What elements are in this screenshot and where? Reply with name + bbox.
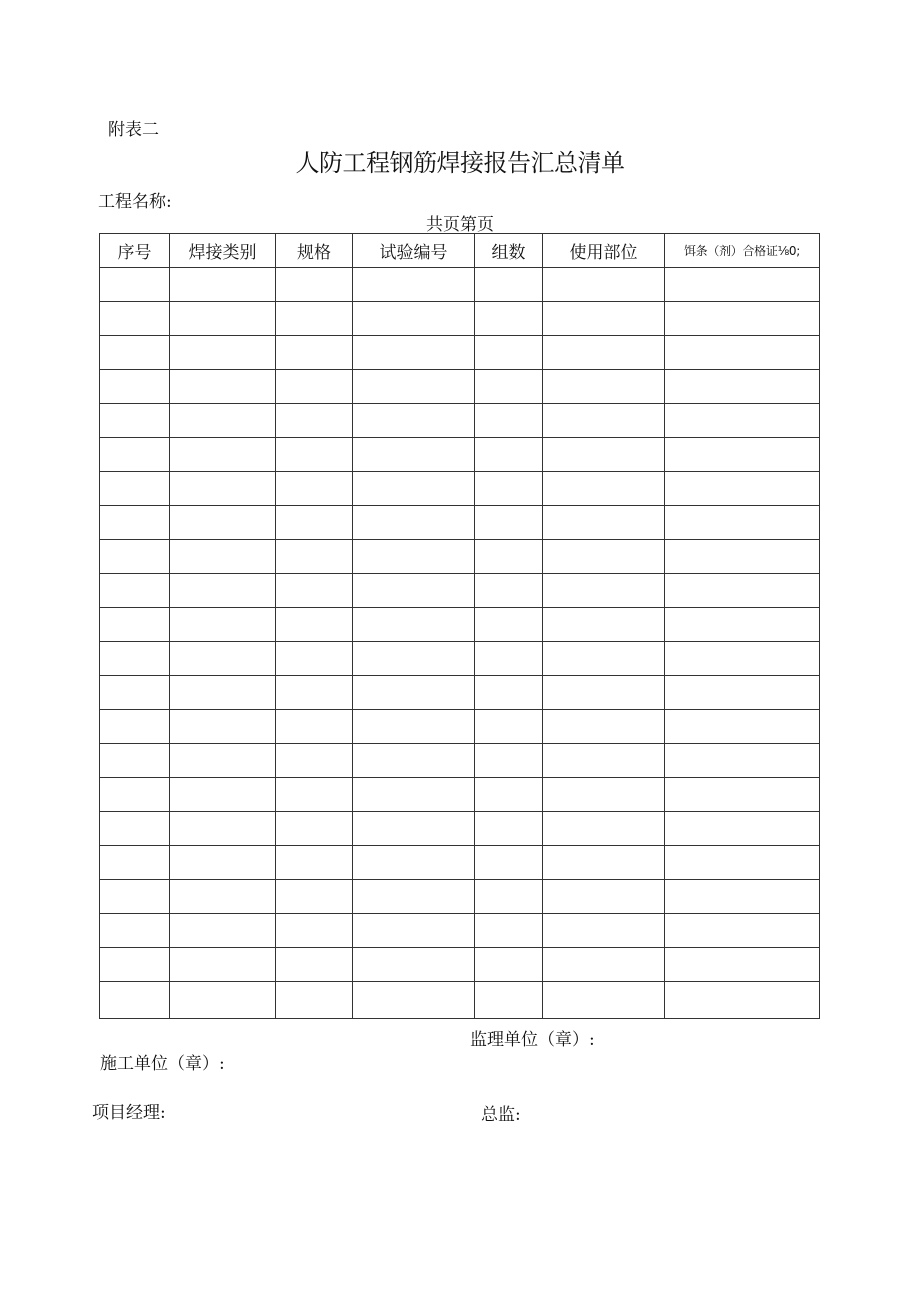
table-cell[interactable]: [353, 404, 475, 438]
table-cell[interactable]: [170, 404, 276, 438]
construction-unit-label: 施工单位（章）:: [100, 1054, 225, 1074]
table-cell[interactable]: [475, 744, 543, 778]
table-cell[interactable]: [100, 982, 170, 1019]
table-row: [100, 846, 820, 880]
table-cell[interactable]: [475, 982, 543, 1019]
table-cell[interactable]: [665, 404, 820, 438]
table-cell[interactable]: [100, 914, 170, 948]
table-cell[interactable]: [276, 370, 353, 404]
table-cell[interactable]: [276, 914, 353, 948]
table-cell[interactable]: [276, 506, 353, 540]
header-test-number: 试验编号: [353, 234, 475, 268]
table-cell[interactable]: [665, 540, 820, 574]
table-row: [100, 540, 820, 574]
table-cell[interactable]: [170, 914, 276, 948]
table-cell[interactable]: [475, 404, 543, 438]
table-cell[interactable]: [543, 846, 665, 880]
table-cell[interactable]: [170, 336, 276, 370]
table-cell[interactable]: [475, 336, 543, 370]
table-row: [100, 506, 820, 540]
table-cell[interactable]: [543, 812, 665, 846]
table-row: [100, 948, 820, 982]
table-cell[interactable]: [543, 268, 665, 302]
table-cell[interactable]: [100, 812, 170, 846]
table-cell[interactable]: [353, 880, 475, 914]
table-cell[interactable]: [543, 336, 665, 370]
table-row: [100, 302, 820, 336]
table-cell[interactable]: [665, 914, 820, 948]
table-cell[interactable]: [353, 710, 475, 744]
table-cell[interactable]: [665, 778, 820, 812]
table-cell[interactable]: [353, 982, 475, 1019]
table-cell[interactable]: [665, 880, 820, 914]
table-cell[interactable]: [100, 676, 170, 710]
table-cell[interactable]: [170, 642, 276, 676]
header-usage-location: 使用部位: [543, 234, 665, 268]
table-row: [100, 404, 820, 438]
table-cell[interactable]: [276, 880, 353, 914]
table-cell[interactable]: [170, 302, 276, 336]
table-cell[interactable]: [276, 268, 353, 302]
table-cell[interactable]: [170, 710, 276, 744]
table-cell[interactable]: [665, 642, 820, 676]
table-cell[interactable]: [543, 982, 665, 1019]
table-cell[interactable]: [543, 778, 665, 812]
table-cell[interactable]: [353, 472, 475, 506]
table-cell[interactable]: [353, 812, 475, 846]
table-cell[interactable]: [100, 370, 170, 404]
table-cell[interactable]: [475, 880, 543, 914]
table-cell[interactable]: [276, 812, 353, 846]
table-cell[interactable]: [353, 302, 475, 336]
table-cell[interactable]: [170, 574, 276, 608]
table-cell[interactable]: [475, 710, 543, 744]
table-cell[interactable]: [543, 506, 665, 540]
table-cell[interactable]: [276, 540, 353, 574]
table-cell[interactable]: [543, 438, 665, 472]
table-cell[interactable]: [665, 336, 820, 370]
table-cell[interactable]: [353, 676, 475, 710]
table-cell[interactable]: [665, 268, 820, 302]
header-certificate: 饵条（剂）合格证⅛0;: [665, 234, 820, 268]
table-cell[interactable]: [353, 846, 475, 880]
table-cell[interactable]: [170, 778, 276, 812]
table-cell[interactable]: [100, 472, 170, 506]
header-group-count: 组数: [475, 234, 543, 268]
table-cell[interactable]: [276, 744, 353, 778]
table-cell[interactable]: [100, 438, 170, 472]
table-row: [100, 982, 820, 1019]
table-cell[interactable]: [543, 608, 665, 642]
table-cell[interactable]: [543, 370, 665, 404]
table-cell[interactable]: [543, 676, 665, 710]
table-cell[interactable]: [276, 302, 353, 336]
project-name-label: 工程名称:: [98, 192, 172, 212]
table-row: [100, 438, 820, 472]
table-cell[interactable]: [170, 948, 276, 982]
table-row: [100, 812, 820, 846]
table-cell[interactable]: [170, 506, 276, 540]
welding-report-table: [99, 233, 820, 1019]
table-cell[interactable]: [353, 438, 475, 472]
table-cell[interactable]: [475, 642, 543, 676]
table-cell[interactable]: [665, 710, 820, 744]
table-cell[interactable]: [665, 846, 820, 880]
table-cell[interactable]: [170, 880, 276, 914]
table-cell[interactable]: [170, 472, 276, 506]
table-cell[interactable]: [276, 948, 353, 982]
table-cell[interactable]: [475, 540, 543, 574]
table-cell[interactable]: [665, 744, 820, 778]
table-row: [100, 642, 820, 676]
table-cell[interactable]: [353, 540, 475, 574]
table-row: [100, 676, 820, 710]
table-cell[interactable]: [276, 438, 353, 472]
page-info: 共页第页: [426, 215, 494, 235]
table-cell[interactable]: [170, 608, 276, 642]
table-cell[interactable]: [100, 302, 170, 336]
table-cell[interactable]: [353, 914, 475, 948]
table-cell[interactable]: [100, 540, 170, 574]
table-cell[interactable]: [276, 336, 353, 370]
table-row: [100, 880, 820, 914]
table-cell[interactable]: [475, 812, 543, 846]
table-cell[interactable]: [100, 948, 170, 982]
table-cell[interactable]: [475, 778, 543, 812]
table-cell[interactable]: [665, 676, 820, 710]
table-cell[interactable]: [475, 438, 543, 472]
table-cell[interactable]: [353, 642, 475, 676]
table-cell[interactable]: [543, 404, 665, 438]
table-cell[interactable]: [100, 846, 170, 880]
table-cell[interactable]: [665, 574, 820, 608]
project-manager-label: 项目经理:: [92, 1103, 166, 1123]
table-cell[interactable]: [543, 472, 665, 506]
table-cell[interactable]: [353, 268, 475, 302]
table-cell[interactable]: [475, 370, 543, 404]
table-row: [100, 778, 820, 812]
table-cell[interactable]: [475, 948, 543, 982]
table-cell[interactable]: [665, 506, 820, 540]
table-cell[interactable]: [100, 744, 170, 778]
table-cell[interactable]: [353, 370, 475, 404]
table-cell[interactable]: [665, 472, 820, 506]
table-cell[interactable]: [276, 608, 353, 642]
table-cell[interactable]: [276, 982, 353, 1019]
table-cell[interactable]: [170, 744, 276, 778]
table-cell[interactable]: [353, 744, 475, 778]
table-cell[interactable]: [100, 710, 170, 744]
table-cell[interactable]: [475, 608, 543, 642]
table-cell[interactable]: [665, 812, 820, 846]
table-cell[interactable]: [543, 540, 665, 574]
table-cell[interactable]: [543, 302, 665, 336]
table-cell[interactable]: [100, 880, 170, 914]
table-row: [100, 336, 820, 370]
table-cell[interactable]: [100, 574, 170, 608]
table-cell[interactable]: [543, 948, 665, 982]
table-cell[interactable]: [100, 506, 170, 540]
table-cell[interactable]: [353, 336, 475, 370]
table-cell[interactable]: [665, 438, 820, 472]
table-cell[interactable]: [543, 744, 665, 778]
table-cell[interactable]: [665, 302, 820, 336]
document-title: 人防工程钢筋焊接报告汇总清单: [295, 149, 625, 177]
table-row: [100, 914, 820, 948]
table-cell[interactable]: [543, 914, 665, 948]
table-cell[interactable]: [170, 812, 276, 846]
table-cell[interactable]: [353, 506, 475, 540]
header-serial-number: 序号: [100, 234, 170, 268]
table-cell[interactable]: [475, 302, 543, 336]
table-row: [100, 370, 820, 404]
appendix-label: 附表二: [108, 120, 159, 140]
table-row: [100, 608, 820, 642]
table-cell[interactable]: [353, 778, 475, 812]
table-cell[interactable]: [170, 370, 276, 404]
table-cell[interactable]: [170, 982, 276, 1019]
table-cell[interactable]: [665, 608, 820, 642]
table-cell[interactable]: [170, 540, 276, 574]
table-cell[interactable]: [100, 608, 170, 642]
table-cell[interactable]: [170, 438, 276, 472]
table-body: [100, 268, 820, 1019]
table-row: [100, 574, 820, 608]
table-cell[interactable]: [100, 336, 170, 370]
table-row: [100, 268, 820, 302]
table-cell[interactable]: [276, 778, 353, 812]
table-cell[interactable]: [543, 880, 665, 914]
table-row: [100, 744, 820, 778]
table-cell[interactable]: [170, 268, 276, 302]
table-cell[interactable]: [170, 846, 276, 880]
table-cell[interactable]: [475, 506, 543, 540]
table-cell[interactable]: [276, 676, 353, 710]
supervisor-unit-label: 监理单位（章）:: [470, 1030, 595, 1050]
table-cell[interactable]: [475, 914, 543, 948]
table-cell[interactable]: [665, 948, 820, 982]
table-cell[interactable]: [353, 574, 475, 608]
table-cell[interactable]: [475, 574, 543, 608]
table-cell[interactable]: [353, 608, 475, 642]
table-cell[interactable]: [276, 574, 353, 608]
table-cell[interactable]: [170, 676, 276, 710]
header-welding-type: 焊接类别: [170, 234, 276, 268]
table-header-row: [100, 234, 820, 268]
table-cell[interactable]: [276, 642, 353, 676]
table-cell[interactable]: [475, 846, 543, 880]
table-cell[interactable]: [665, 982, 820, 1019]
table-row: [100, 710, 820, 744]
table-cell[interactable]: [543, 642, 665, 676]
table-cell[interactable]: [475, 472, 543, 506]
table-row: [100, 472, 820, 506]
table-cell[interactable]: [276, 846, 353, 880]
table-cell[interactable]: [353, 948, 475, 982]
table-cell[interactable]: [543, 710, 665, 744]
table-cell[interactable]: [543, 574, 665, 608]
header-specification: 规格: [276, 234, 353, 268]
table-cell[interactable]: [276, 710, 353, 744]
table-cell[interactable]: [100, 268, 170, 302]
table-cell[interactable]: [276, 472, 353, 506]
table-cell[interactable]: [665, 370, 820, 404]
chief-supervisor-label: 总监:: [481, 1105, 521, 1125]
table-cell[interactable]: [475, 268, 543, 302]
table-cell[interactable]: [100, 404, 170, 438]
table-cell[interactable]: [100, 642, 170, 676]
table-cell[interactable]: [100, 778, 170, 812]
table-cell[interactable]: [475, 676, 543, 710]
table-cell[interactable]: [276, 404, 353, 438]
